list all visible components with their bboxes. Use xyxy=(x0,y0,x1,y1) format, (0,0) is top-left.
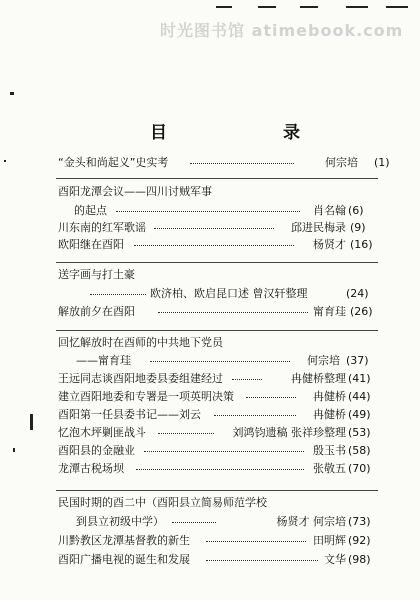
toc-entry[interactable] xyxy=(0,334,420,352)
toc-entry-page: (41) xyxy=(348,372,371,385)
toc-entry-page: (16) xyxy=(350,238,373,251)
leader-dots xyxy=(206,541,306,542)
toc-entry-title: 民国时期的酉二中（酉阳县立简易师范学校 xyxy=(58,496,267,509)
toc-entry-title: 解放前夕在酉阳 xyxy=(58,305,135,318)
toc-entry-title: 到县立初级中学） xyxy=(76,515,164,528)
margin-mark xyxy=(10,92,14,95)
toc-entry-title: 送字画与打土豪 xyxy=(58,268,135,281)
toc-entry[interactable] xyxy=(0,352,420,370)
toc-entry[interactable] xyxy=(0,424,420,442)
top-edge-rule xyxy=(258,6,276,8)
top-edge-rule xyxy=(300,6,318,8)
toc-entry-page: (37) xyxy=(346,354,369,367)
toc-entry-author: 冉健桥 xyxy=(313,408,346,421)
leader-dots xyxy=(190,163,294,164)
toc-entry[interactable] xyxy=(0,460,420,478)
page-title-char: 目 xyxy=(150,123,167,143)
toc-entry-author: 殷玉书 xyxy=(313,444,346,457)
toc-entry-page: (44) xyxy=(348,390,371,403)
toc-entry[interactable] xyxy=(0,532,420,550)
leader-dots xyxy=(214,415,296,416)
leader-dots xyxy=(144,451,304,452)
toc-entry-author: 肖名翰 xyxy=(313,204,346,217)
toc-entry[interactable] xyxy=(0,202,420,220)
toc-entry[interactable] xyxy=(0,442,420,460)
toc-entry-author: 何宗培 xyxy=(325,156,358,169)
toc-entry-page: (9) xyxy=(350,221,366,234)
leader-dots xyxy=(246,397,296,398)
toc-entry-title: 酉阳广播电视的诞生和发展 xyxy=(58,553,190,566)
toc-entry-author: 何宗培 xyxy=(307,354,340,367)
toc-entry[interactable] xyxy=(0,154,420,172)
toc-entry-page: (1) xyxy=(374,156,390,169)
toc-entry-title: ——甯育珪 xyxy=(76,354,131,367)
toc-entry-page: (26) xyxy=(350,305,373,318)
toc-entry-title: 酉阳县的金融业 xyxy=(58,444,135,457)
toc-entry-title: 建立酉阳地委和专署是一项英明决策 xyxy=(58,390,234,403)
toc-entry[interactable] xyxy=(0,236,420,254)
toc-entry[interactable] xyxy=(0,551,420,569)
leader-dots xyxy=(136,469,304,470)
toc-entry-title: 回忆解放时在酉师的中共地下党员 xyxy=(58,336,223,349)
toc-entry[interactable] xyxy=(0,285,420,303)
toc-entry[interactable] xyxy=(0,388,420,406)
toc-entry-page: (24) xyxy=(346,287,369,300)
top-edge-rule xyxy=(386,6,408,8)
leader-dots xyxy=(206,560,318,561)
toc-entry[interactable] xyxy=(0,183,420,201)
toc-entry[interactable] xyxy=(0,303,420,321)
toc-entry-title: 龙潭古税场坝 xyxy=(58,462,124,475)
toc-entry-title: 忆泡木坪剿匪战斗 xyxy=(58,426,146,439)
leader-dots xyxy=(134,245,294,246)
toc-entry-title: 欧阳继在酉阳 xyxy=(58,238,124,251)
section-divider xyxy=(56,490,378,491)
section-divider xyxy=(56,262,378,263)
toc-entry-author: 文华 xyxy=(324,553,346,566)
toc-entry-page: (53) xyxy=(348,426,371,439)
section-divider xyxy=(56,178,378,179)
toc-entry-title: 王远同志谈酉阳地委县委组建经过 xyxy=(58,372,223,385)
toc-entry-page: (73) xyxy=(348,515,371,528)
toc-entry-author: 杨贤才 xyxy=(313,238,346,251)
toc-entry[interactable] xyxy=(0,219,420,237)
toc-entry[interactable] xyxy=(0,406,420,424)
leader-dots xyxy=(150,361,290,362)
toc-entry-author: 邱进民梅录 xyxy=(291,221,346,234)
toc-entry-author: 杨贤才 何宗培 xyxy=(276,515,346,528)
top-edge-rule xyxy=(216,6,232,8)
toc-entry-page: (98) xyxy=(348,553,371,566)
toc-entry-title: 的起点 xyxy=(74,204,107,217)
leader-dots xyxy=(90,294,146,295)
toc-entry-author: 张敬五 xyxy=(313,462,346,475)
toc-entry-page: (58) xyxy=(348,444,371,457)
toc-entry[interactable] xyxy=(0,266,420,284)
page-title xyxy=(150,118,300,143)
leader-dots xyxy=(158,433,214,434)
toc-entry-author: 冉健桥 xyxy=(313,390,346,403)
toc-entry[interactable] xyxy=(0,494,420,512)
watermark: 时光图书馆 atimebook.com xyxy=(160,21,404,40)
toc-entry[interactable] xyxy=(0,370,420,388)
section-divider xyxy=(56,330,378,331)
leader-dots xyxy=(232,379,262,380)
toc-entry-title: 酉阳龙潭会议——四川讨贼军事 xyxy=(58,185,212,198)
leader-dots xyxy=(154,228,274,229)
toc-entry-author: 田明辉 xyxy=(313,534,346,547)
toc-entry-title: 川黔教区龙潭基督教的新生 xyxy=(58,534,190,547)
toc-entry-title: 川东南的红军歌谣 xyxy=(58,221,146,234)
toc-entry-title: 欧济柏、欧启昆口述 曾汉轩整理 xyxy=(150,287,308,300)
leader-dots xyxy=(172,522,216,523)
top-edge-rule xyxy=(346,6,368,8)
page-title-char: 录 xyxy=(283,123,300,143)
toc-entry-page: (70) xyxy=(348,462,371,475)
toc-entry-page: (92) xyxy=(348,534,371,547)
toc-entry-page: (49) xyxy=(348,408,371,421)
toc-entry-title: 酉阳第一任县委书记——刘云 xyxy=(58,408,201,421)
toc-entry-author: 甯育珪 xyxy=(313,305,346,318)
toc-entry-author: 刘鸿钧遗稿 张祥珍整理 xyxy=(232,426,346,439)
toc-entry-page: (6) xyxy=(348,204,364,217)
toc-entry-author: 冉健桥整理 xyxy=(291,372,346,385)
leader-dots xyxy=(158,312,308,313)
toc-entry-title: “金头和尚起义”史实考 xyxy=(58,156,169,169)
leader-dots xyxy=(116,211,300,212)
toc-entry[interactable] xyxy=(0,513,420,531)
